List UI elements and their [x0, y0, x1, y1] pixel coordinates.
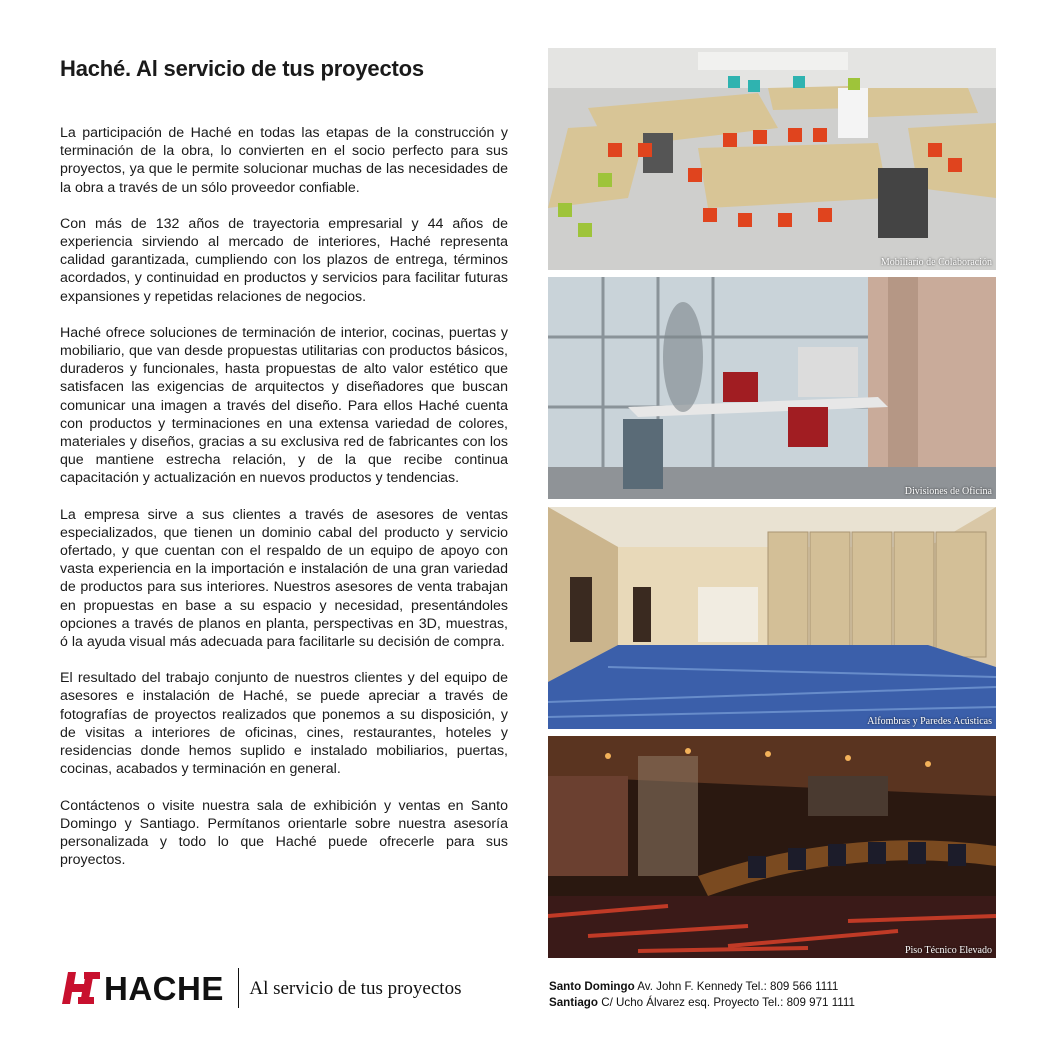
photo-caption: Divisiones de Oficina — [904, 486, 992, 497]
photo-caption: Alfombras y Paredes Acústicas — [867, 716, 992, 727]
office-partitions-photo — [548, 277, 996, 499]
contact-details: Av. John F. Kennedy Tel.: 809 566 1111 — [637, 980, 839, 993]
paragraph: La empresa sirve a sus clientes a través de asesores de ventas especializados, que tienen un dominio cabal del producto y servicio ofertado, y que cuentan con el respaldo de un equipo de apoyo con vasta experiencia en la importación e instalación de una gran variedad de productos para sus interiores. Nuestros asesores de venta trabajan en propuestas en base a su espacio y necesidad, presentándoles opciones a través de planos en planta, perspectivas en 3D, muestras, ó la ayuda visual más adecuada para facilitarle su decisión de compra. — [60, 506, 508, 651]
contact-city: Santo Domingo — [549, 980, 635, 993]
contact-city: Santiago — [549, 996, 598, 1009]
raised-floor-photo — [548, 736, 996, 958]
logo-divider — [238, 968, 240, 1008]
contact-info — [549, 979, 989, 1011]
room-illustration — [548, 507, 996, 729]
office-illustration — [548, 277, 996, 499]
contact-details: C/ Ucho Álvarez esq. Proyecto Tel.: 809 971 1111 — [601, 996, 855, 1009]
paragraph: El resultado del trabajo conjunto de nuestros clientes y del equipo de asesores e instalación de Haché, se puede apreciar a través de fotografías de proyectos realizados que ponemos a su disposición, y de visitas a interiores de oficinas, cines, restaurantes, hoteles y residencias donde hemos suplido e instalado mobiliarios, puertas, cocinas, acabados y terminación en general. — [60, 670, 508, 778]
page-title: Haché. Al servicio de tus proyectos — [60, 56, 424, 81]
casino-illustration — [548, 736, 996, 958]
photo-caption: Mobiliario de Colaboración — [880, 257, 992, 268]
paragraph: La participación de Haché en todas las etapas de la construcción y terminación de la obra, lo convierten en el socio perfecto para sus proyectos, ya que le permite solucionar muchas de las necesidades de la obra a través de un sólo proveedor confiable. — [60, 125, 508, 196]
carpets-acoustic-walls-photo — [548, 507, 996, 729]
body-text — [60, 124, 508, 887]
classroom-illustration — [548, 48, 996, 270]
contact-line — [549, 995, 989, 1011]
contact-line — [549, 979, 989, 995]
collaboration-furniture-photo — [548, 48, 996, 270]
hache-logo-icon — [60, 968, 102, 1008]
photo-caption: Piso Técnico Elevado — [904, 945, 992, 956]
company-logo — [60, 966, 520, 1010]
paragraph: Haché ofrece soluciones de terminación de interior, cocinas, puertas y mobiliario, que van desde propuestas utilitarias con productos básicos, duraderos y funcionales, hasta propuestas de alto valor estético que satisfacen las exigencias de arquitectos y diseñadores que buscan comunicar una imagen a través del diseño. Para ellos Haché cuenta con productos y terminaciones en una extensa variedad de colores, materiales y diseños, gracias a su exclusiva red de fabricantes con los que mantiene estrecha relación, y de la que recibe continua capacitación y actualización en nuevos productos y tendencias. — [60, 324, 508, 487]
logo-wordmark: HACHE — [104, 970, 224, 1007]
paragraph: Con más de 132 años de trayectoria empresarial y 44 años de experiencia sirviendo al mercado de interiores, Haché representa calidad garantizada, cumpliendo con los plazos de entrega, términos acordados, y continuidad en productos y servicios para facilitar futuras expansiones y repetidas relaciones de negocios. — [60, 215, 508, 305]
slogan: Al servicio de tus proyectos — [249, 978, 462, 999]
paragraph: Contáctenos o visite nuestra sala de exhibición y ventas en Santo Domingo y Santiago. Permítanos orientarle sobre nuestra asesoría personalizada y todo lo que Haché puede ofrecerle para sus proyectos. — [60, 797, 508, 869]
